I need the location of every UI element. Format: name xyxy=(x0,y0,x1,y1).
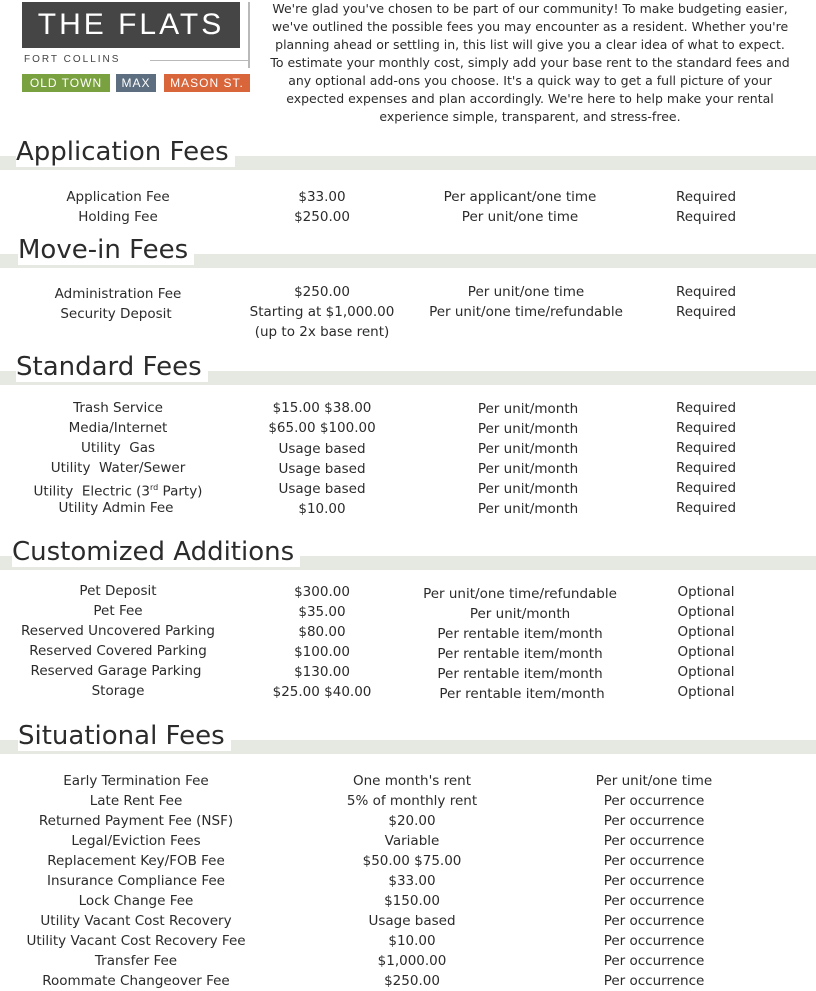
fee-basis: Per occurrence xyxy=(603,973,705,989)
fee-amount: Variable xyxy=(384,833,440,849)
fee-basis: Per unit/month xyxy=(477,461,579,477)
fee-basis: Per rentable item/month xyxy=(439,686,605,702)
section-title-movein: Move-in Fees xyxy=(18,235,194,265)
fee-name: Reserved Uncovered Parking xyxy=(20,623,216,639)
intro-paragraph: We're glad you've chosen to be part of our community! To make budgeting easier, we've outlined the possible fees you may encounter as a resident. Whether you're planning ahead or settling in, this list will give you a clear idea of what to expect. To estimate your monthly cost, simply add your base rent to the standard fees and any optional add-ons you choose. It's a quick way to get a full picture of your expected expenses and plan accordingly. We're here to help make your rental experience simple, transparent, and stress-free. xyxy=(270,1,790,124)
fee-name: Application Fee xyxy=(66,189,170,205)
fee-status: Optional xyxy=(677,604,735,620)
fee-basis: Per unit/one time/refundable xyxy=(423,586,617,602)
fee-name: Pet Deposit xyxy=(79,583,157,599)
fee-name: Utility Admin Fee xyxy=(58,500,174,516)
fee-status: Required xyxy=(675,440,737,456)
fee-name: Holding Fee xyxy=(78,209,158,225)
fee-name: Reserved Garage Parking xyxy=(30,663,202,679)
fee-amount: One month's rent xyxy=(352,773,472,789)
fee-basis: Per unit/month xyxy=(477,501,579,517)
fee-basis: Per unit/month xyxy=(477,481,579,497)
fee-name: Insurance Compliance Fee xyxy=(47,873,225,889)
fee-status: Required xyxy=(675,500,737,516)
fee-name: Pet Fee xyxy=(93,603,143,619)
section-title-standard: Standard Fees xyxy=(16,352,208,382)
fee-amount: $10.00 xyxy=(388,933,436,949)
fee-basis: Per unit/month xyxy=(477,421,579,437)
fee-name: Utility Water/Sewer xyxy=(50,460,186,476)
fee-basis: Per applicant/one time xyxy=(443,189,597,205)
fee-amount: $35.00 xyxy=(298,604,346,620)
fee-basis: Per occurrence xyxy=(603,893,705,909)
fee-amount: $65.00 $100.00 xyxy=(268,420,376,436)
fee-name: Security Deposit xyxy=(60,306,172,322)
fee-status: Optional xyxy=(677,644,735,660)
fee-name: Trash Service xyxy=(73,400,163,416)
fee-amount: Usage based xyxy=(368,913,456,929)
section-title-custom: Customized Additions xyxy=(12,537,300,567)
logo-name: THE FLATS xyxy=(22,2,240,48)
fee-status: Required xyxy=(675,284,737,300)
fee-name: Early Termination Fee xyxy=(63,773,209,789)
fee-amount: $10.00 xyxy=(298,501,346,517)
fee-basis: Per occurrence xyxy=(603,933,705,949)
fee-name: Late Rent Fee xyxy=(89,793,183,809)
fee-name: Legal/Eviction Fees xyxy=(71,833,201,849)
fee-basis: Per rentable item/month xyxy=(437,646,603,662)
logo-tag-mason: MASON ST. xyxy=(164,74,250,92)
fee-name: Returned Payment Fee (NSF) xyxy=(38,813,234,829)
fee-amount: $15.00 $38.00 xyxy=(272,400,372,416)
fee-basis: Per unit/one time xyxy=(467,284,585,300)
fee-name: Administration Fee xyxy=(54,286,182,302)
fee-basis: Per unit/month xyxy=(469,606,571,622)
fee-basis: Per occurrence xyxy=(603,873,705,889)
fee-amount: Usage based xyxy=(278,461,366,477)
fee-amount: $130.00 xyxy=(294,664,350,680)
fee-amount: Starting at $1,000.00 (up to 2x base rent) xyxy=(249,304,395,340)
logo-divider xyxy=(248,2,250,68)
fee-status: Required xyxy=(675,480,737,496)
section-title-situational: Situational Fees xyxy=(18,721,231,751)
logo-rule xyxy=(150,60,250,61)
fee-basis: Per rentable item/month xyxy=(437,666,603,682)
fee-amount: $33.00 xyxy=(298,189,346,205)
fee-amount: $250.00 xyxy=(294,284,350,300)
fee-amount: $20.00 xyxy=(388,813,436,829)
fee-name: Media/Internet xyxy=(68,420,168,436)
fee-basis: Per unit/one time/refundable xyxy=(429,304,623,320)
fee-name-superscript: rd xyxy=(150,483,159,492)
fee-basis: Per unit/one time xyxy=(595,773,713,789)
fee-status: Required xyxy=(675,189,737,205)
fee-status: Optional xyxy=(677,664,735,680)
fee-amount: $150.00 xyxy=(384,893,440,909)
fee-status: Optional xyxy=(677,624,735,640)
fee-basis: Per occurrence xyxy=(603,813,705,829)
fee-basis: Per unit/one time xyxy=(461,209,579,225)
fee-basis: Per occurrence xyxy=(603,853,705,869)
fee-basis: Per occurrence xyxy=(603,953,705,969)
fee-status: Optional xyxy=(677,584,735,600)
fee-amount: 5% of monthly rent xyxy=(346,793,478,809)
fee-basis: Per occurrence xyxy=(603,833,705,849)
fee-amount: $50.00 $75.00 xyxy=(362,853,462,869)
fee-status: Optional xyxy=(677,684,735,700)
fee-name-part: Utility Electric (3 xyxy=(33,483,151,500)
fee-amount: $80.00 xyxy=(298,624,346,640)
fee-status: Required xyxy=(675,209,737,225)
fee-name: Lock Change Fee xyxy=(78,893,194,909)
logo-tag-max: MAX xyxy=(116,74,156,92)
fee-amount: $250.00 xyxy=(384,973,440,989)
fee-status: Required xyxy=(675,400,737,416)
fee-amount: $33.00 xyxy=(388,873,436,889)
fee-name: Utility Vacant Cost Recovery xyxy=(40,913,232,929)
fee-amount: $25.00 $40.00 xyxy=(272,684,372,700)
fee-amount: Usage based xyxy=(278,441,366,457)
logo-tag-old-town: OLD TOWN xyxy=(22,74,110,92)
fee-name: Utility Vacant Cost Recovery Fee xyxy=(26,933,246,949)
fee-basis: Per unit/month xyxy=(477,401,579,417)
fee-name: Replacement Key/FOB Fee xyxy=(47,853,225,869)
fee-amount: $250.00 xyxy=(294,209,350,225)
fee-name: Storage xyxy=(91,683,145,699)
fee-basis: Per rentable item/month xyxy=(437,626,603,642)
logo xyxy=(22,2,252,98)
fee-amount: $1,000.00 xyxy=(377,953,447,969)
fee-amount: $300.00 xyxy=(294,584,350,600)
fee-name: Reserved Covered Parking xyxy=(29,643,207,659)
fee-amount: Usage based xyxy=(278,481,366,497)
fee-basis: Per occurrence xyxy=(603,913,705,929)
fee-status: Required xyxy=(675,420,737,436)
fee-name: Transfer Fee xyxy=(94,953,178,969)
fee-status: Required xyxy=(675,304,737,320)
section-title-application: Application Fees xyxy=(16,137,235,167)
fee-name-part: Party) xyxy=(158,483,203,500)
fee-name: Roommate Changeover Fee xyxy=(42,973,230,989)
fee-amount: $100.00 xyxy=(294,644,350,660)
fee-basis: Per unit/month xyxy=(477,441,579,457)
logo-city: FORT COLLINS xyxy=(24,54,121,65)
fee-basis: Per occurrence xyxy=(603,793,705,809)
fee-status: Required xyxy=(675,460,737,476)
fee-name: Utility Gas xyxy=(80,440,156,456)
